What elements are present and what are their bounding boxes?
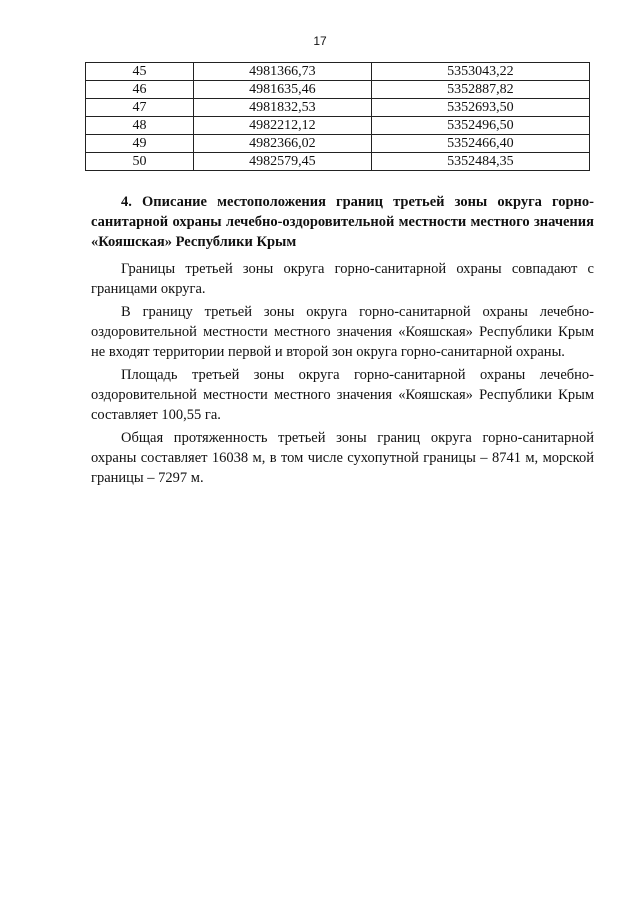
x-coordinate-cell: 4981635,46 — [193, 81, 371, 99]
x-coordinate-cell: 4982579,45 — [193, 153, 371, 171]
point-number-cell: 45 — [86, 63, 194, 81]
coordinates-table — [85, 62, 590, 171]
y-coordinate-cell: 5352693,50 — [371, 99, 589, 117]
table-row — [86, 153, 590, 171]
paragraph-area: Площадь третьей зоны округа горно-санитарной охраны лечебно-оздоровительной местности местного значения «Кояшская» Республики Крым составляет 100,55 га. — [91, 367, 594, 423]
y-coordinate-cell: 5352484,35 — [371, 153, 589, 171]
y-coordinate-cell: 5352496,50 — [371, 117, 589, 135]
point-number-cell: 47 — [86, 99, 194, 117]
paragraph-exclusions: В границу третьей зоны округа горно-санитарной охраны лечебно-оздоровительной местности местного значения «Кояшская» Республики Крым не входят территории первой и второй зон округа горно-санитарной охраны. — [91, 304, 594, 360]
point-number-cell: 50 — [86, 153, 194, 171]
point-number-cell: 48 — [86, 117, 194, 135]
table-row — [86, 135, 590, 153]
paragraph-boundaries: Границы третьей зоны округа горно-санитарной охраны совпадают с границами округа. — [91, 261, 594, 297]
table-row — [86, 117, 590, 135]
section-body — [91, 259, 594, 491]
page-number: 17 — [313, 34, 327, 48]
point-number-cell: 49 — [86, 135, 194, 153]
section-heading: 4. Описание местоположения границ третьей зоны округа горно-санитарной охраны лечебно-оздоровительной местности местного значения «Кояшская» Республики Крым — [91, 194, 594, 250]
x-coordinate-cell: 4982366,02 — [193, 135, 371, 153]
y-coordinate-cell: 5353043,22 — [371, 63, 589, 81]
y-coordinate-cell: 5352887,82 — [371, 81, 589, 99]
table-row — [86, 81, 590, 99]
y-coordinate-cell: 5352466,40 — [371, 135, 589, 153]
x-coordinate-cell: 4982212,12 — [193, 117, 371, 135]
table-row — [86, 99, 590, 117]
point-number-cell: 46 — [86, 81, 194, 99]
table-row — [86, 63, 590, 81]
x-coordinate-cell: 4981366,73 — [193, 63, 371, 81]
paragraph-length: Общая протяженность третьей зоны границ округа горно-санитарной охраны составляет 16038 м, в том числе сухопутной границы – 8741 м, морской границы – 7297 м. — [91, 430, 594, 486]
x-coordinate-cell: 4981832,53 — [193, 99, 371, 117]
